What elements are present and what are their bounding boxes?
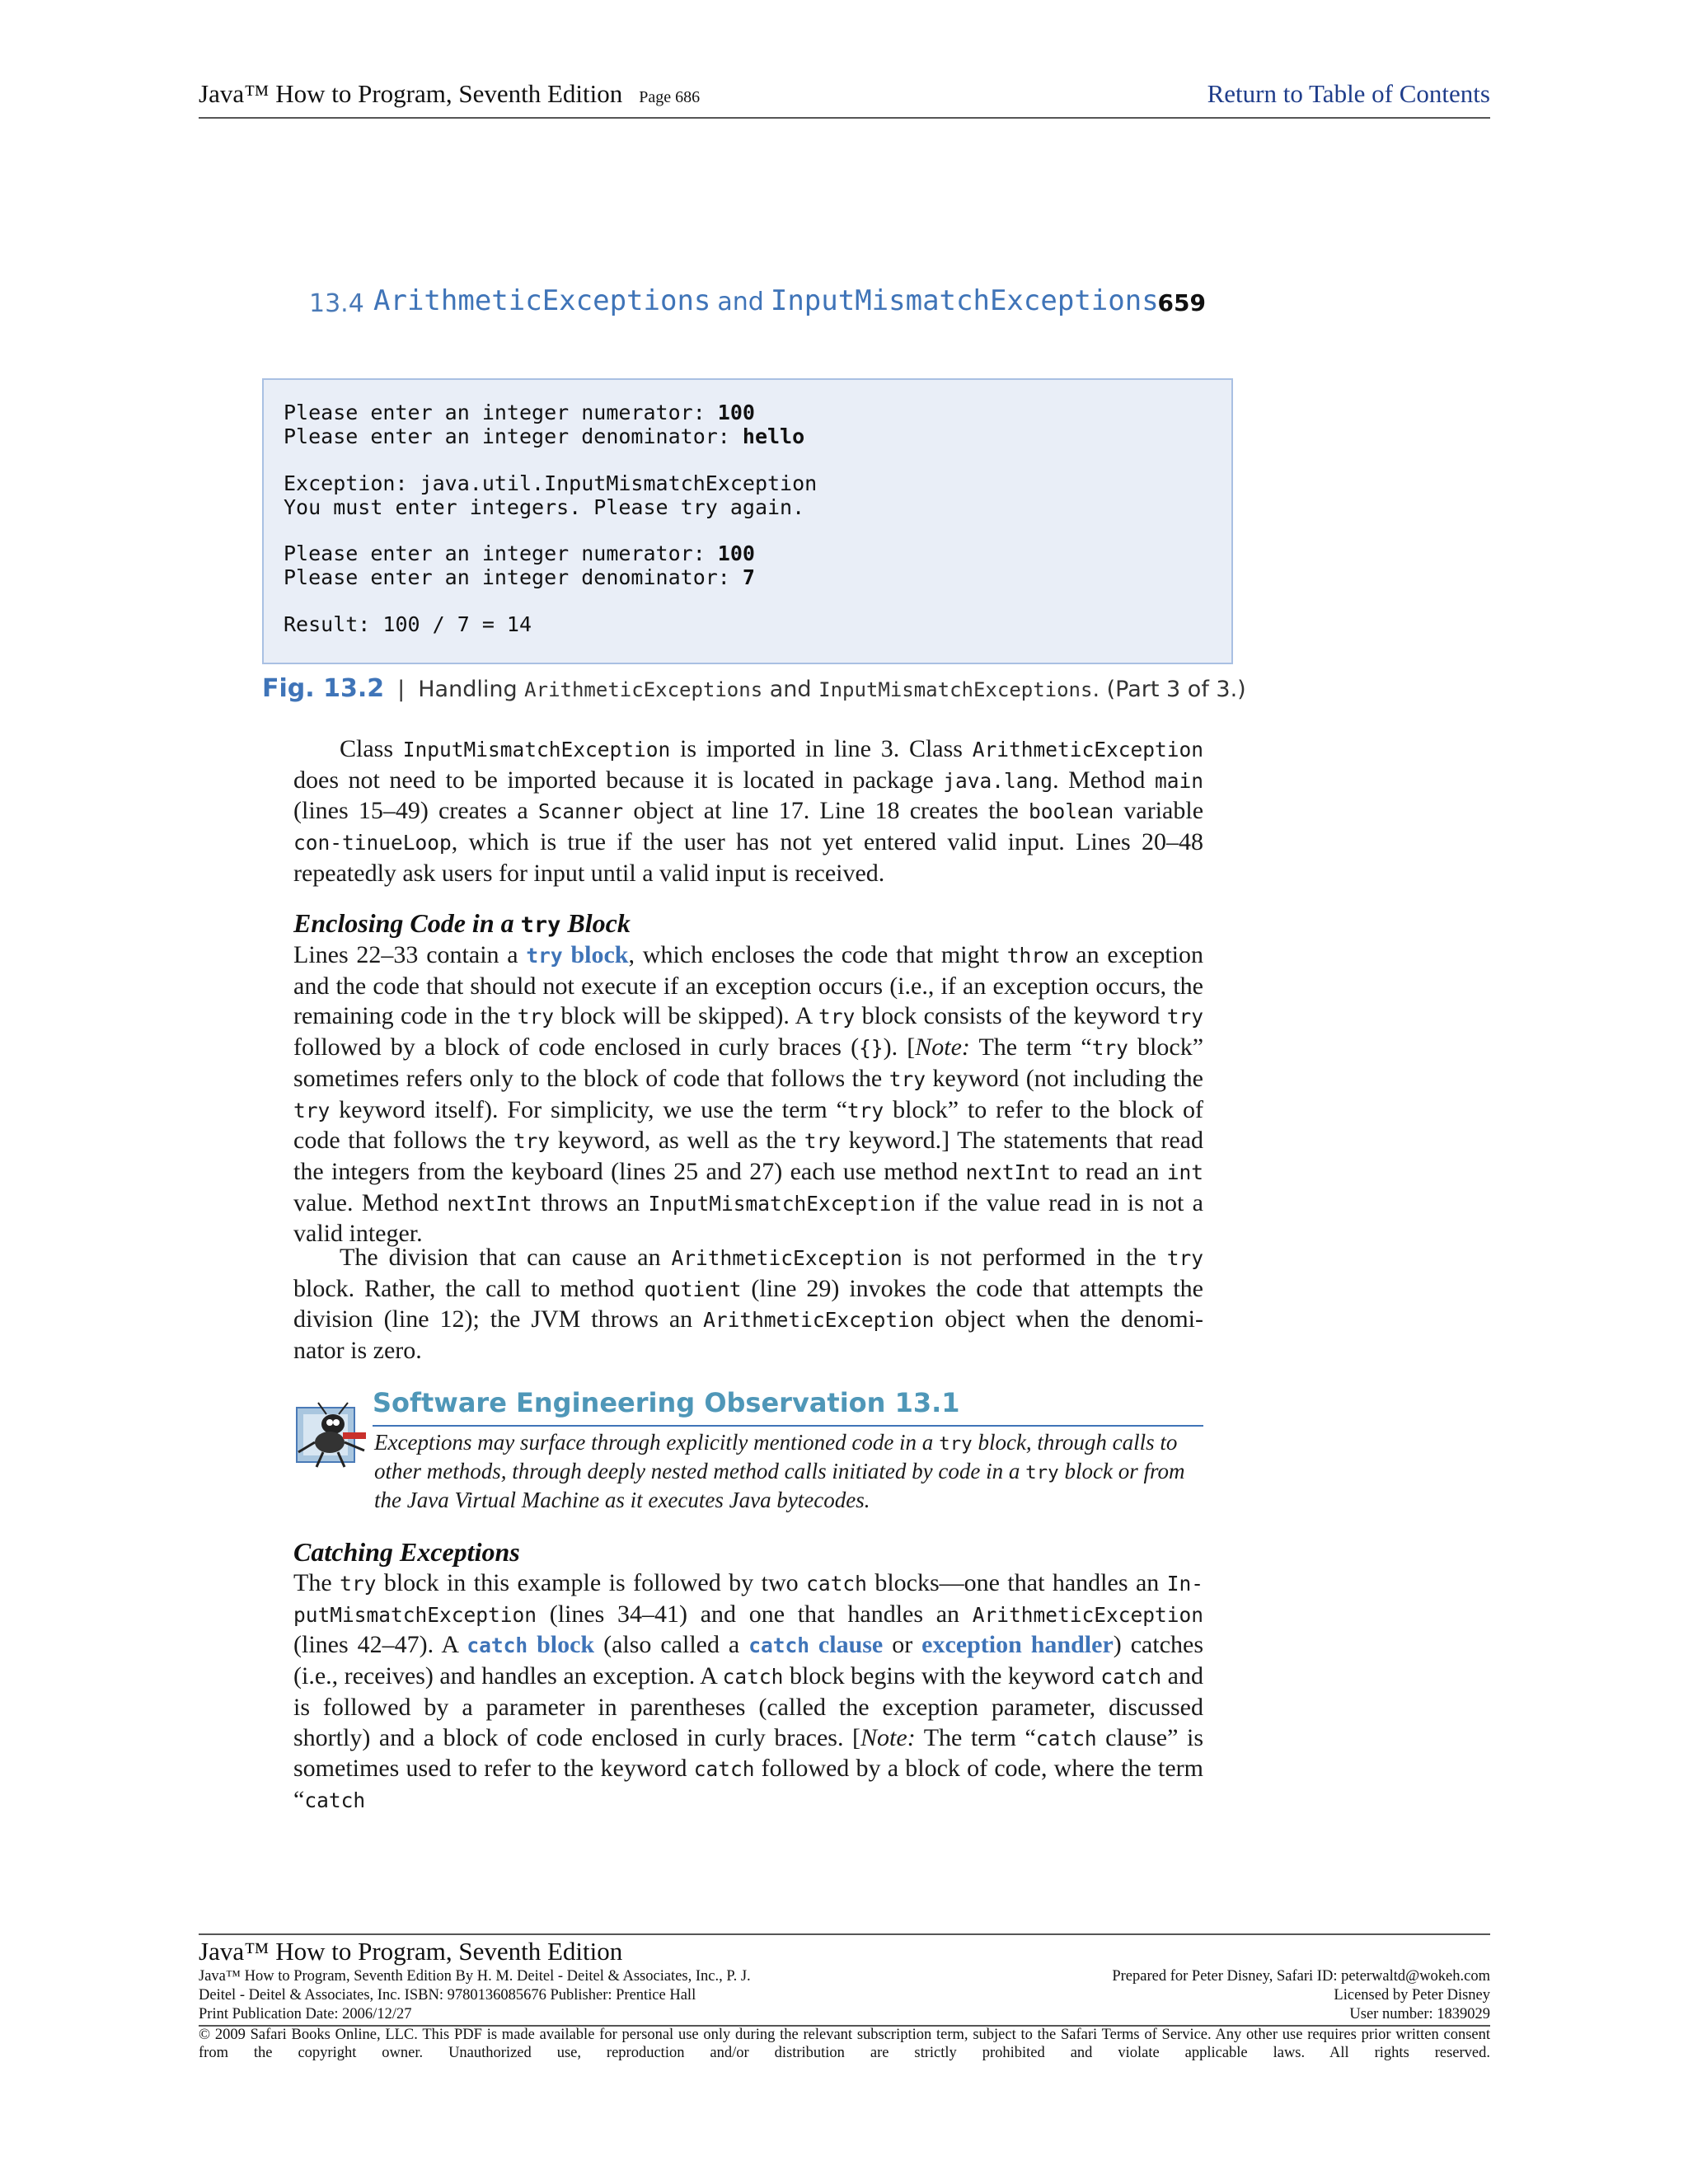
section-title-code2: InputMismatchExceptions [770, 284, 1159, 317]
section-subheading: Enclosing Code in a try Block [293, 908, 631, 938]
figure-caption: Fig. 13.2 | Handling ArithmeticExceptions and InputMismatchExceptions. (Part 3 of 3.) [262, 674, 1246, 703]
section-title-and: and [717, 288, 764, 316]
output-line: Please enter an integer numerator: 100 [284, 401, 755, 424]
paragraph-intro: Class InputMismatchException is imported in line 3. Class ArithmeticException does not need to be imported because it is located in package java.lang. Method main (lines 15–49) creates a Scanner object at line 17. Line 18 creates the boolean variable con-tinueLoop, which is true if the user has not yet entered valid input. Lines 20–48 repeatedly ask users for input until a valid input is received. [293, 735, 1204, 887]
seo-heading: Software Engineering Observation 13.1 [373, 1387, 1203, 1427]
running-head [309, 284, 1206, 326]
return-to-toc-link[interactable]: Return to Table of Contents [1207, 79, 1490, 108]
program-output-box [262, 378, 1233, 664]
footer-rule [199, 1933, 1490, 1935]
section-title-code1: ArithmeticExceptions [373, 284, 711, 317]
figure-label: Fig. 13.2 [262, 674, 385, 703]
output-line: Please enter an integer denominator: hello [284, 424, 805, 448]
page-header [199, 79, 1490, 119]
output-line: Result: 100 / 7 = 14 [284, 612, 532, 636]
footer-book-info: Java™ How to Program, Seventh Edition By H. M. Deitel - Deitel & Associates, Inc., P. J. [199, 1968, 751, 1985]
document-title [199, 79, 700, 109]
footer-title: Java™ How to Program, Seventh Edition [199, 1937, 623, 1966]
output-line: You must enter integers. Please try again. [284, 495, 805, 519]
paragraph-try-block: Lines 22–33 contain a try block, which encloses the code that might throw an exception and the code that should not execute if an exception occurs (i.e., if an exception occurs, the remaining code in the try block will be skipped). A try block consists of the keyword try followed by a block of code enclosed in curly braces ({}). [Note: The term “try block” sometimes refers only to the block of code that follows the try keyword (not including the try keyword itself). For simplicity, we use the term “try block” to refer to the block of code that follows the try keyword, as well as the try keyword.] The statements that read the integers from the keyboard (lines 25 and 27) each use method nextInt to read an int value. Method nextInt throws an InputMismatchException if the value read in is not a valid integer. [293, 941, 1204, 1248]
caption-separator: | [397, 677, 406, 702]
ant-mascot-icon [293, 1399, 371, 1470]
section-subheading: Catching Exceptions [293, 1537, 520, 1567]
document-title-text: Java™ How to Program, Seventh Edition [199, 79, 623, 108]
footer-license-info: Licensed by Peter Disney [1334, 1987, 1490, 2004]
footer-license-info: User number: 1839029 [1349, 2006, 1490, 2022]
paragraph-catch: The try block in this example is followed by two catch blocks—one that handles an In-putMismatchException (lines 34–41) and one that handles an ArithmeticException (lines 42–47). A catch block (also called a catch clause or exception handler) catches (i.e., receives) and handles an exception. A catch block begins with the keyword catch and is followed by a parameter in parentheses (called the exception parameter, discussed shortly) and a block of code enclosed in curly braces. [Note: The term “catch clause” is sometimes used to refer to the keyword catch followed by a block of code, where the term “catch [293, 1569, 1204, 1813]
section-number: 13.4 [309, 289, 364, 318]
footer-copyright: © 2009 Safari Books Online, LLC. This PDF is made available for personal use only during the relevant subscription term, subject to the Safari Terms of Service. Any other use requires prior written consent from the copyright owner. Unauthorized use, reproduction and/or distribution are strictly prohibited and violate applicable laws. All rights reserved. [199, 2027, 1490, 2061]
book-page-number: 659 [1157, 289, 1206, 316]
paragraph-division: The division that can cause an ArithmeticException is not performed in the try block. Rather, the call to method quotient (line 29) invokes the code that attempts the division (line 12); the JVM throws an ArithmeticException object when the denomi-nator is zero. [293, 1244, 1204, 1365]
output-line: Exception: java.util.InputMismatchException [284, 471, 818, 495]
footer-book-info: Print Publication Date: 2006/12/27 [199, 2006, 412, 2022]
section-title [373, 284, 1159, 317]
footer-license-info: Prepared for Peter Disney, Safari ID: peterwaltd@wokeh.com [1112, 1968, 1490, 1985]
footer-book-info: Deitel - Deitel & Associates, Inc. ISBN: 9780136085676 Publisher: Prentice Hall [199, 1987, 696, 2004]
seo-body: Exceptions may surface through explicitly mentioned code in a try block, through calls to other methods, through deeply nested method calls initiated by code in a try block or from the Java Virtual Machine as it executes Java bytecodes. [374, 1430, 1185, 1512]
output-line: Please enter an integer denominator: 7 [284, 565, 755, 589]
output-line: Please enter an integer numerator: 100 [284, 541, 755, 565]
page-label: Page 686 [639, 88, 701, 106]
